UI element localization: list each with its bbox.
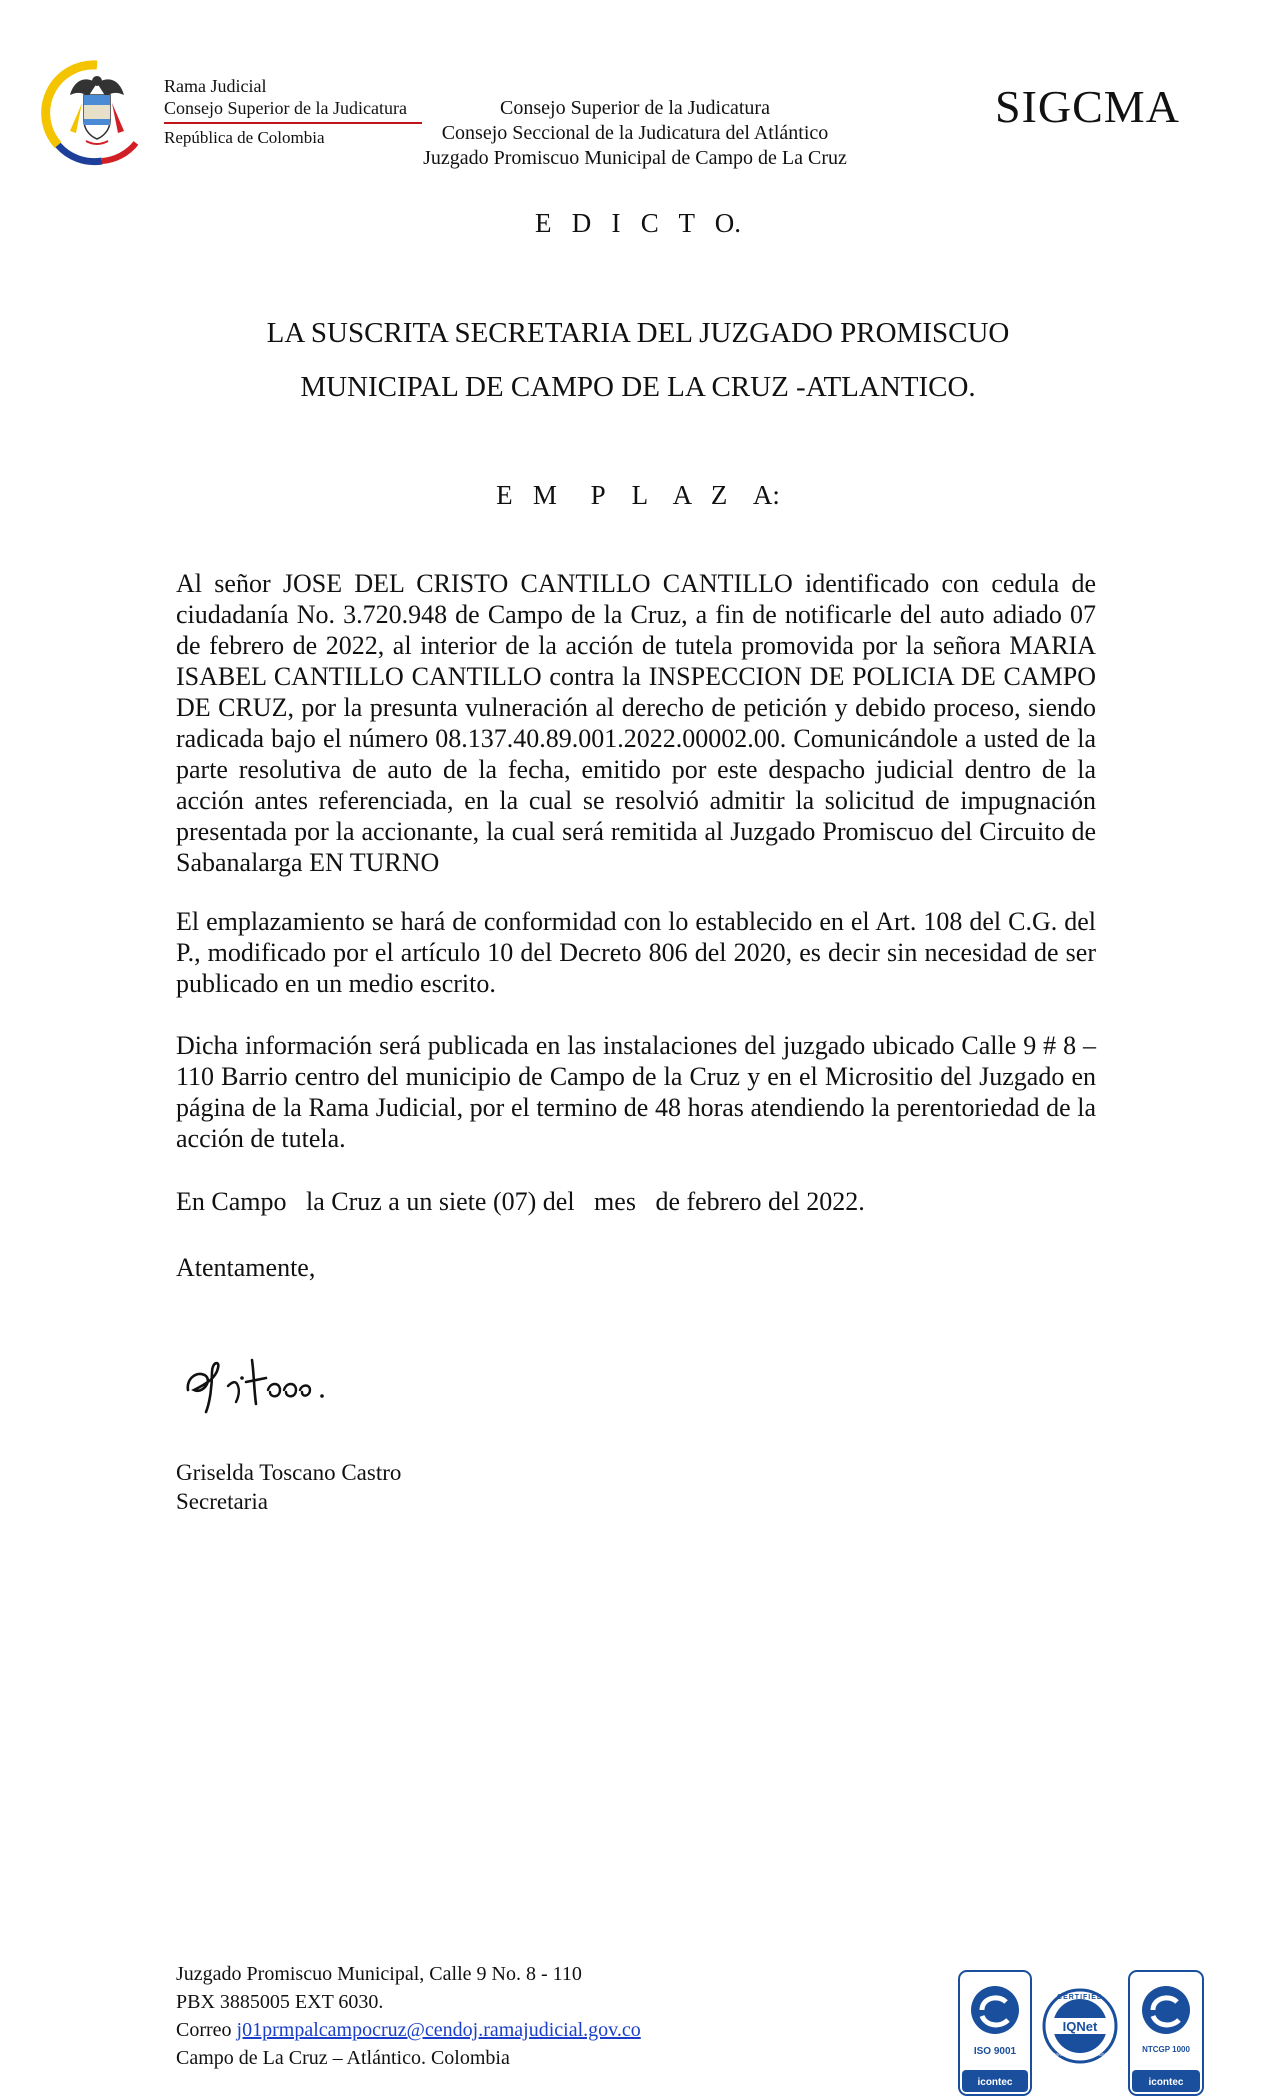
ntcgp1000-cert-icon [1128, 1970, 1204, 2096]
brand-rama-judicial: Rama Judicial [164, 76, 267, 96]
suscrita-heading [0, 306, 1276, 414]
edicto-title: E D I C T O. [534, 208, 741, 238]
brand-republica: República de Colombia [164, 128, 325, 147]
ntcgp-icontec-label: icontec [1148, 2077, 1184, 2088]
sigcma-label: SIGCMA [995, 81, 1180, 132]
colombia-coat-of-arms-logo [40, 55, 155, 170]
brand-consejo-superior: Consejo Superior de la Judicatura [164, 98, 407, 118]
footer-location: Campo de La Cruz – Atlántico. Colombia [176, 2047, 510, 2069]
paragraph-emplazamiento: El emplazamiento se hará de conformidad con lo establecido en el Art. 108 del C.G. del P., modificado por el artículo 10 del Decreto 806 del 2020, es decir sin necesidad de ser publicado en un medio escrito. [176, 907, 1096, 998]
paragraph-date: En Campo la Cruz a un siete (07) del mes de febrero del 2022. [176, 1187, 865, 1216]
iqnet-management-label: MANAGEMENT SYSTEM [1054, 2052, 1106, 2057]
paragraph-notification: Al señor JOSE DEL CRISTO CANTILLO CANTILLO identificado con cedula de ciudadanía No. 3.720.948 de Campo de la Cruz, a fin de notificarle del auto adiado 07 de febrero de 2022, al interior de la acción de tutela promovida por la señora MARIA ISABEL CANTILLO CANTILLO contra la INSPECCION DE POLICIA DE CAMPO DE CRUZ, por la presunta vulneración al derecho de petición y debido proceso, siendo radicada bajo el número 08.137.40.89.001.2022.00002.00. Comunicándole a usted de la parte resolutiva de auto de la fecha, emitido por este despacho judicial dentro de la acción antes referenciada, en la cual se resolvió admitir la solicitud de impugnación presentada por la accionante, la cual será remitida al Juzgado Promiscuo del Circuito de Sabanalarga EN TURNO [176, 569, 1096, 877]
handwritten-signature [176, 1320, 376, 1425]
closing-text: Atentamente, [176, 1253, 316, 1282]
suscrita-line-2: MUNICIPAL DE CAMPO DE LA CRUZ -ATLANTICO. [300, 371, 976, 403]
iso9001-cert-icon [958, 1970, 1032, 2096]
iqnet-cert-icon [1040, 1970, 1120, 2096]
iso9001-label: ISO 9001 [973, 2046, 1017, 2057]
footer-email-link[interactable]: j01prmpalcampocruz@cendoj.ramajudicial.gov.co [236, 2019, 641, 2041]
footer-email-label: Correo [176, 2019, 237, 2041]
ntcgp-label: NTCGP 1000 [1142, 2045, 1190, 2054]
footer-phone: PBX 3885005 EXT 6030. [176, 1991, 384, 2013]
emplaza-title: E M P L A Z A: [496, 480, 780, 510]
footer-address: Juzgado Promiscuo Municipal, Calle 9 No. 8 - 110 [176, 1963, 582, 1985]
suscrita-line-1: LA SUSCRITA SECRETARIA DEL JUZGADO PROMISCUO [266, 317, 1010, 349]
iqnet-certified-label: CERTIFIED [1057, 1994, 1103, 2001]
header-line-3: Juzgado Promiscuo Municipal de Campo de La Cruz [423, 147, 847, 169]
footer-email-line [176, 2016, 641, 2044]
header-line-1: Consejo Superior de la Judicatura [500, 97, 770, 119]
paragraph-publicacion: Dicha información será publicada en las instalaciones del juzgado ubicado Calle 9 # 8 – 110 Barrio centro del municipio de Campo de la Cruz y en el Micrositio del Juzgado en página de la Rama Judicial, por el termino de 48 horas atendiendo la perentoriedad de la acción de tutela. [176, 1031, 1096, 1153]
header-institution-block [380, 96, 890, 171]
header-line-2: Consejo Seccional de la Judicatura del Atlántico [441, 122, 829, 144]
signer-name: Griselda Toscano Castro [176, 1460, 402, 1485]
iqnet-label: IQNet [1062, 2019, 1098, 2034]
iso-icontec-label: icontec [977, 2077, 1013, 2088]
signer-title: Secretaria [176, 1489, 268, 1514]
footer-contact [176, 1960, 641, 2072]
